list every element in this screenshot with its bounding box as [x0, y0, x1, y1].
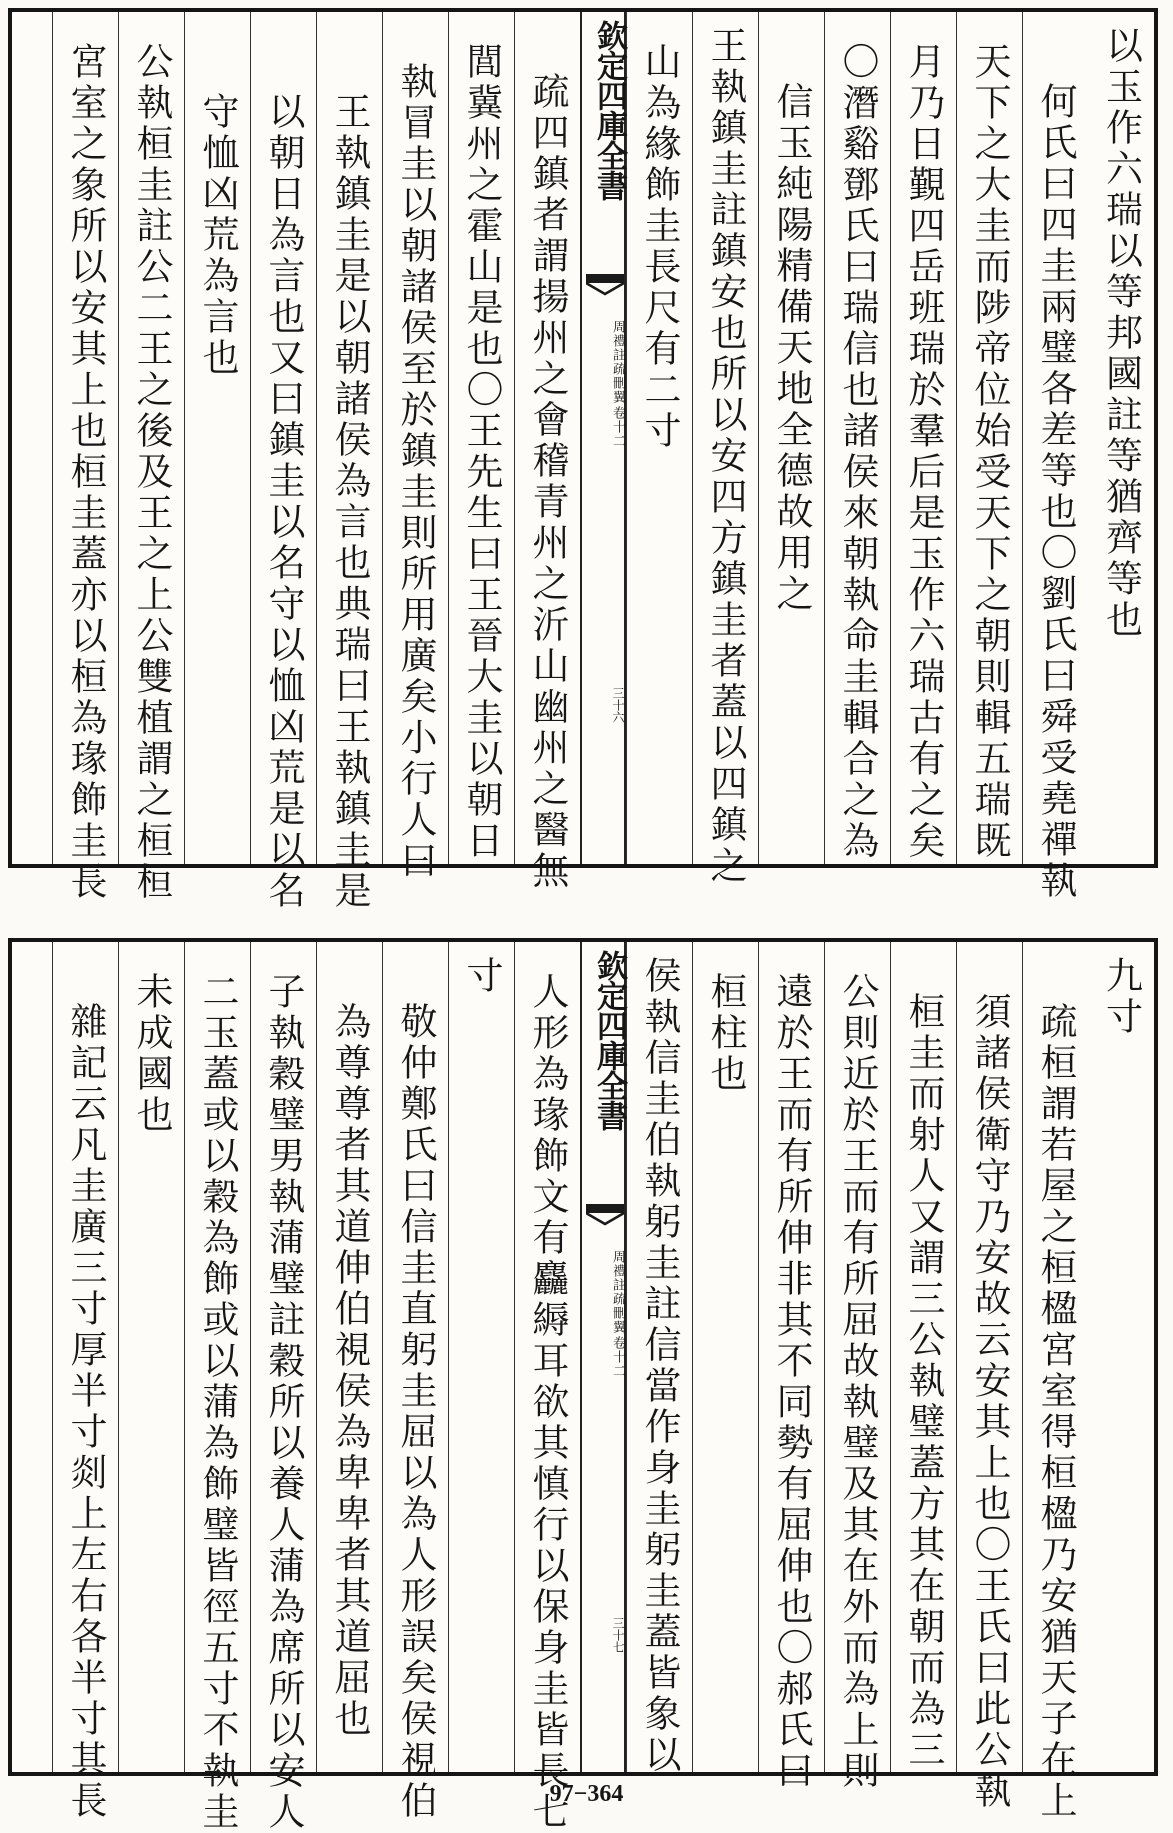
text-column: 王執鎮圭註鎮安也所以安四方鎮圭者蓋以四鎮之	[692, 12, 758, 864]
text-column: 須諸侯衛守乃安故云安其上也〇王氏曰此公執	[956, 942, 1022, 1772]
text-column: 何氏曰四圭兩璧各差等也〇劉氏曰舜受堯禪執	[1022, 12, 1088, 864]
gutter-book-title: 周禮註疏刪翼	[610, 320, 625, 404]
text-column: 寸	[448, 942, 514, 1772]
text-column: 月乃日覲四岳班瑞於羣后是玉作六瑞古有之矣	[890, 12, 956, 864]
gutter-title: 欽定四庫全書	[591, 20, 627, 200]
text-column: 遠於王而有所伸非其不同勢有屈伸也〇郝氏曰	[758, 942, 824, 1772]
text-column: 桓圭而射人又謂三公執璧蓋方其在朝而為三	[890, 942, 956, 1772]
text-column: 敬仲鄭氏曰信圭直躬圭屈以為人形誤矣侯視伯	[382, 942, 448, 1772]
gutter-book-title: 周禮註疏刪翼	[610, 1250, 625, 1334]
text-column: 為尊尊者其道伸伯視侯為卑卑者其道屈也	[316, 942, 382, 1772]
gutter-volume: 卷十二	[610, 1336, 625, 1378]
text-column: 未成國也	[118, 942, 184, 1772]
text-column: 桓柱也	[692, 942, 758, 1772]
text-column: 王執鎮圭是以朝諸侯為言也典瑞曰王執鎮圭是	[316, 12, 382, 864]
text-column: 守恤凶荒為言也	[184, 12, 250, 864]
text-column: 以玉作六瑞以等邦國註等猶齊等也	[1099, 26, 1143, 641]
text-column: 以朝日為言也又曰鎮圭以名守以恤凶荒是以名	[250, 12, 316, 864]
gutter-leaf-number: 三十七	[611, 1617, 625, 1653]
text-column: 疏桓謂若屋之桓楹宮室得桓楹乃安猶天子在上	[1022, 942, 1088, 1772]
gutter-leaf-number: 三十六	[611, 687, 625, 723]
text-column: 雜記云凡圭廣三寸厚半寸剡上左右各半寸其長	[52, 942, 118, 1772]
text-column: 侯執信圭伯執躬圭註信當作身圭躬圭蓋皆象以	[626, 942, 692, 1772]
text-column: 九寸	[1099, 956, 1143, 1038]
text-column: 信玉純陽精備天地全德故用之	[758, 12, 824, 864]
text-column: 二玉蓋或以穀為飾或以蒲為飾璧皆徑五寸不執圭	[184, 942, 250, 1772]
text-column: 山為緣飾圭長尺有二寸	[626, 12, 692, 864]
gutter-volume: 卷十二	[610, 406, 625, 448]
text-column: 〇潛谿鄧氏曰瑞信也諸侯來朝執命圭輯合之為	[824, 12, 890, 864]
page-panel-top	[8, 8, 1158, 912]
gutter-title: 欽定四庫全書	[591, 950, 627, 1130]
book-gutter	[580, 942, 626, 1772]
text-column: 公執桓圭註公二王之後及王之上公雙植謂之桓桓	[118, 12, 184, 864]
text-column: 閭冀州之霍山是也〇王先生曰王晉大圭以朝日	[448, 12, 514, 864]
text-column: 公則近於王而有所屈故執璧及其在外而為上則	[824, 942, 890, 1772]
text-column: 執冒圭以朝諸侯至於鎮圭則所用廣矣小行人曰	[382, 12, 448, 864]
text-column: 子執穀璧男執蒲璧註穀所以養人蒲為席所以安人	[250, 942, 316, 1772]
text-column: 疏四鎮者謂揚州之會稽青州之沂山幽州之醫無	[514, 12, 580, 864]
text-column: 天下之大圭而陟帝位始受天下之朝則輯五瑞既	[956, 12, 1022, 864]
fishtail-mark-icon	[586, 1204, 624, 1226]
page-number: 97−364	[549, 1781, 624, 1807]
text-column: 人形為瑑飾文有麤縟耳欲其慎行以保身圭皆長七	[514, 942, 580, 1772]
text-column: 宮室之象所以安其上也桓圭蓋亦以桓為瑑飾圭長	[52, 12, 118, 864]
book-gutter	[580, 12, 626, 864]
fishtail-mark-icon	[586, 274, 624, 296]
